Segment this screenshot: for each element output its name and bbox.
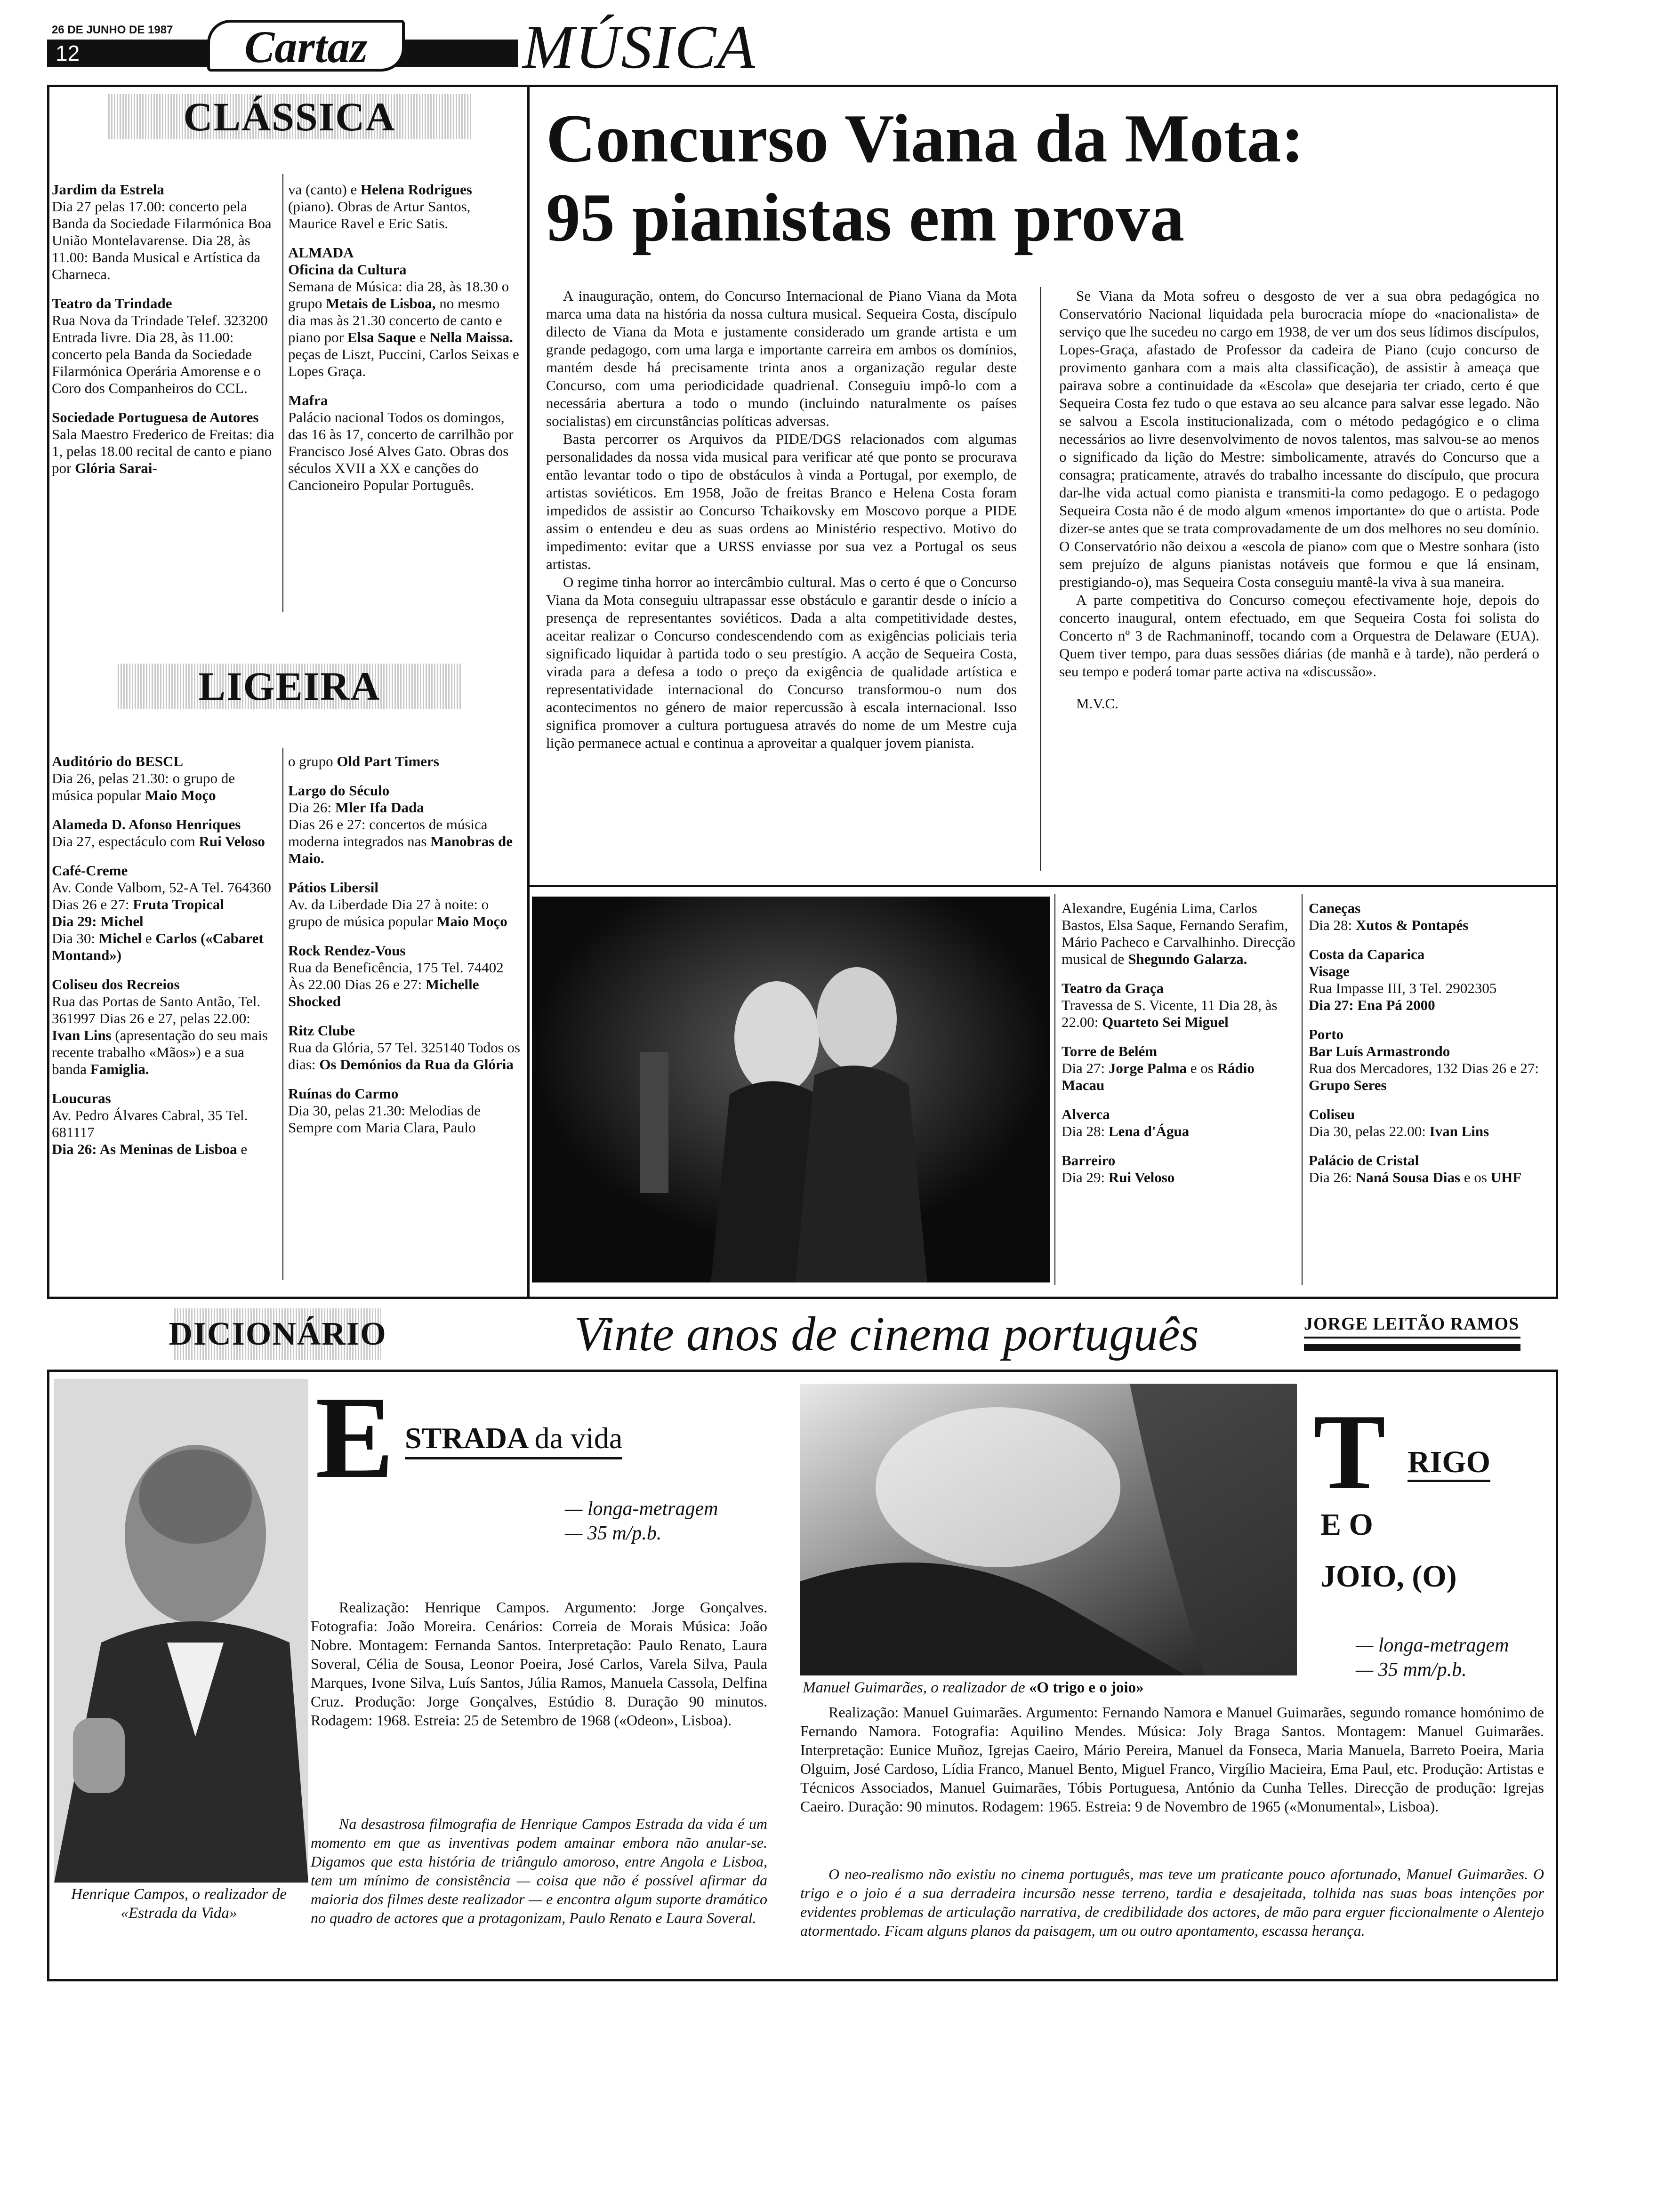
entry-1-review: Na desastrosa filmografia de Henrique Campos Estrada da vida é um momento em que as inventivas podem amainar embora não anular-se. Digamos que esta história de triângulo amoroso, entre Angola e Lisboa, tem um mínimo de consistência — coisa que não é possível afirmar da maioria dos filmes deste realizador — e encontra algum suporte dramático no quadro de actores que a protagonizam, Paulo Renato e Laura Soveral.	[311, 1815, 767, 1926]
listing-alameda: Alameda D. Afonso Henriques Dia 27, espectáculo com Rui Veloso	[52, 816, 265, 850]
trigo-joio-photo	[800, 1384, 1297, 1675]
listing-teatro-graca: Teatro da Graça Travessa de S. Vicente, 11 Dia 28, às 22.00: Quarteto Sei Miguel	[1062, 980, 1278, 1030]
listing-loucuras: Loucuras Av. Pedro Álvares Cabral, 35 Tel. 681117 Dia 26: As Meninas de Lisboa e	[52, 1090, 248, 1157]
listing-ritz-clube: Ritz Clube Rua da Glória, 57 Tel. 325140 Todos os dias: Os Demónios da Rua da Glória	[288, 1022, 521, 1073]
entry-1-credits: Realização: Henrique Campos. Argumento: Jorge Gonçalves. Fotografia: João Moreira. Cenários: Correia de Morais Música: João Nobre. Montagem: Fernanda Santos. Interpretação: Paulo Renato, Laura Soveral, Célia de Sousa, Leonor Poeira, José Carlos, Varela Silva, Paula Marques, Ivone Silva, Luís Santos, Júlia Ramos, Manuela Cassola, Delfina Cruz. Produção: Jorge Gonçalves, Estúdio 8. Duração 90 minutos. Rodagem: 1968. Estreia: 25 de Setembro de 1968 («Odeon», Lisboa).	[311, 1599, 767, 1729]
dicionario-heading: DICIONÁRIO	[174, 1308, 381, 1360]
listing-porto: Porto Bar Luís Armastrondo Rua dos Mercadores, 132 Dias 26 e 27: Grupo Seres	[1309, 1026, 1539, 1093]
author-name: JORGE LEITÃO RAMOS	[1304, 1314, 1520, 1334]
listing-patios-libersil: Pátios Libersil Av. da Liberdade Dia 27 à noite: o grupo de música popular Maio Moço	[288, 879, 507, 930]
listing-almada: ALMADA Oficina da Cultura Semana de Música: dia 28, às 18.30 o grupo Metais de Lisboa, no mesmo dia mas às 21.30 concerto de canto e piano por Elsa Saque e Nella Maissa. peças de Liszt, Puccini, Carlos Seixas e Lopes Graça.	[288, 244, 519, 379]
ligeira-col-2	[288, 753, 521, 1148]
listing-mafra: Mafra Palácio nacional Todos os domingos, das 16 às 17, concerto de carrilhão por Francisco José Alves Gato. Obras dos séculos XVII a XX e canções do Cancioneiro Popular Português.	[288, 392, 514, 493]
listing-torre-belem: Torre de Belém Dia 27: Jorge Palma e os Rádio Macau	[1062, 1043, 1255, 1093]
section-title: MÚSICA	[523, 12, 756, 81]
entry-2-meta: — longa-metragem — 35 mm/p.b.	[1356, 1635, 1509, 1681]
listing-spa-cont: va (canto) e Helena Rodrigues (piano). Obras de Artur Santos, Maurice Ravel e Eric Satis.	[288, 181, 472, 232]
entry-2-credits: Realização: Manuel Guimarães. Argumento: Fernando Namora e Manuel Guimarães, segundo romance homónimo de Fernando Namora. Fotografia: Aquilino Mendes. Música: Joly Braga Santos. Montagem: Manuel Guimarães. Interpretação: Eunice Muñoz, Igrejas Caeiro, Mário Pereira, Manuel da Fonseca, Maria Manuela, Barreto Poeira, Maria Olguim, José Cardoso, Lídia Franco, Manuel Bento, Miguel Franco, Virgílio Macieira, Ema Paul, etc. Produção: Artistas e Técnicos Associados, Manuel Guimarães, Tóbis Portuguesa, António da Cunha Telles. Direcção de produção: Igrejas Caeiro. Duração: 90 minutos. Rodagem: 1965. Estreia: 9 de Novembro de 1965 («Monumental», Lisboa).	[800, 1704, 1544, 1815]
brand-logo: Cartaz	[207, 20, 405, 72]
listing-ruinas-carmo: Ruínas do Carmo Dia 30, pelas 21.30: Melodias de Sempre com Maria Clara, Paulo	[288, 1085, 481, 1136]
ligeira-heading: LIGEIRA	[118, 664, 461, 709]
classica-col-2	[288, 181, 521, 506]
article-signature: M.V.C.	[1076, 695, 1118, 712]
listing-costa-caparica: Costa da Caparica Visage Rua Impasse III, 3 Tel. 2902305 Dia 27: Ena Pá 2000	[1309, 946, 1497, 1013]
concert-photo	[532, 897, 1050, 1282]
listing-coliseu-recreios: Coliseu dos Recreios Rua das Portas de Santo Antão, Tel. 361997 Dias 26 e 27, pelas 22.00: Ivan Lins (apresentação do seu mais recente trabalho «Mãos») e a sua banda Famiglia.	[52, 976, 268, 1077]
article-col-2: Se Viana da Mota sofreu o desgosto de ver a sua obra pedagógica no Conservatório Nacional liquidada pela burocracia míope do «nacionalista» de serviço que lhe sucedeu no cargo em 1938, de ver um dos seus lídimos discípulos, Lopes-Graça, afastado de Professor da cadeira de Piano (cujo concurso de provimento ganhara com a mais alta classificação), de assistir à ameaça que pairava sobre a continuidade da «Escola» que desejaria ter criado, certo é que Sequeira Costa fez tudo o que estava ao seu alcance para salvar esse legado. Não se salvou a Escola institucionalizada, com o método pedagógico e o clima necessários ao livre desenvolvimento de novos talentos, mas salvou-se ao menos o significado da lição do Mestre: simbolicamente, através do Concurso que a consagra; praticamente, através do trabalho incessante do discípulo, que procura dar-lhe vida actual como pianista e transmiti-la como pedagogo. E o pedagogo Sequeira Costa não é de modo algum «menos importante» do que o artista. Pode dizer-se antes que se trata comprovadamente de um dos melhores no seu domínio. O Conservatório não deixou a «escola de piano» com que o Mestre sonhara (isto sem prejuízo de alguns pianistas notáveis que formou e que lá ensinam, prestigiando-o), mas Sequeira Costa conseguiu mantê-la viva à sua maneira. A parte competitiva do Concurso começou efectivamente hoje, depois do concerto inaugural, ontem efectuado, em que Sequeira Costa foi solista do Concerto nº 3 de Rachmaninoff, tocando com a Orquestra de Delaware (EUA). Quem tiver tempo, para duas sessões diárias (de manhã e à tarde), não perderá o seu tempo e poderá tomar parte activa na «discussão». M.V.C.	[1059, 288, 1539, 712]
classica-heading: CLÁSSICA	[108, 94, 471, 139]
page-number: 12	[56, 41, 80, 65]
listing-canecas: Caneças Dia 28: Xutos & Pontapés	[1309, 900, 1469, 933]
article-col-1: A inauguração, ontem, do Concurso Internacional de Piano Viana da Mota marca uma data na história da nossa cultura musical. Sequeira Costa, discípulo dilecto de Viana da Mota e justamente considerado um grande artista e um grande pedagogo, com uma larga e importante carreira em ambos os domínios, mantém desde há precisamente trinta anos a organização regular deste Concurso, com uma periodicidade quadrienal. Conseguiu impô-lo com a necessária abertura a todo o mundo (incluindo naturalmente os países socialistas) em circunstâncias políticas adversas. Basta percorrer os Arquivos da PIDE/DGS relacionados com algumas personalidades da nossa vida musical para verificar até que ponto se procurava então levantar todo o tipo de obstáculos à vinda a Portugal, por exemplo, de artistas soviéticos. Em 1958, João de freitas Branco e Helena Costa foram impedidos de assistir ao Concurso Tchaikovsky em Moscovo porque a PIDE assim o entendeu e deu as suas ordens ao Ministério respectivo. Motivo do impedimento: evitar que a URSS enviasse por sua vez a Portugal os seus artistas. O regime tinha horror ao intercâmbio cultural. Mas o certo é que o Concurso Viana da Mota conseguiu ultrapassar esse obstáculo e garantir desde o início a presença de representantes soviéticos. Dada a alta competitividade destes, aceitar realizar o Concurso condescendendo com as exigências policiais teria significado liquidar à partida todo o seu prestígio. A acção de Sequeira Costa, virada para a defesa a todo o preço da exigência de qualidade artística e representatividade internacional do Concurso transformou-o num dos acontecimentos no género de maior repercussão à escala internacional. Isso significa promover a cultura portuguesa através do nome de um Mestre cuja lição permanece actual e continua a aproveitar a qualquer jovem pianista.	[546, 288, 1017, 751]
listing-palacio-cristal: Palácio de Cristal Dia 26: Naná Sousa Dias e os UHF	[1309, 1152, 1522, 1186]
listing-jardim-estrela: Jardim da Estrela Dia 27 pelas 17.00: concerto pela Banda da Sociedade Filarmónica Boa União Montelavarense. Dia 28, às 11.00: Banda Musical e Artística da Charneca.	[52, 181, 272, 282]
listing-teatro-trindade: Teatro da Trindade Rua Nova da Trindade Telef. 323200 Entrada livre. Dia 28, às 11.00: concerto pela Banda da Sociedade Filarmónica Operária Amorense e o Coro dos Companheiros do CCL.	[52, 295, 268, 396]
entry-1-title: STRADA da vida	[405, 1421, 622, 1459]
listing-largo-seculo: Largo do Século Dia 26: Mler Ifa Dada Dias 26 e 27: concertos de música moderna integrados nas Manobras de Maio.	[288, 782, 513, 866]
classica-col-1	[52, 181, 278, 489]
listing-alverca: Alverca Dia 28: Lena d'Água	[1062, 1106, 1190, 1139]
left-photo-caption: Henrique Campos, o realizador de «Estrada da Vida»	[71, 1886, 287, 1922]
listing-coliseu-porto: Coliseu Dia 30, pelas 22.00: Ivan Lins	[1309, 1106, 1489, 1139]
listing-galarza: Alexandre, Eugénia Lima, Carlos Bastos, Elsa Saque, Fernando Serafim, Mário Pacheco e Carvalhinho. Direcção musical de Shegundo Galarza.	[1062, 900, 1295, 967]
ligeira-col-1	[52, 753, 278, 1170]
listing-cafe-creme: Café-Creme Av. Conde Valbom, 52-A Tel. 764360 Dias 26 e 27: Fruta Tropical Dia 29: Michel Dia 30: Michel e Carlos («Cabaret Montand»)	[52, 862, 271, 963]
dropcap-e: E	[315, 1372, 394, 1503]
page-date: 26 DE JUNHO DE 1987	[52, 24, 173, 36]
entry-1-meta: — longa-metragem — 35 m/p.b.	[565, 1498, 718, 1544]
entry-2-review: O neo-realismo não existiu no cinema português, mas teve um praticante pouco afortunado, Manuel Guimarães. O trigo e o joio é a sua derradeira incursão nesse terreno, tardia e desajeitada, tolhida nas suas boas intenções por evidentes problemas de articulação narrativa, de credibilidade dos actores, de mão para erguer ficcionalmente o Alentejo atormentado. Ficam alguns planos da paisagem, um ou outro apontamento, escassa herança.	[800, 1866, 1544, 1939]
entry-2-title-c: JOIO, (O)	[1320, 1559, 1457, 1594]
listing-besc: Auditório do BESCL Dia 26, pelas 21.30: o grupo de música popular Maio Moço	[52, 753, 235, 803]
dropcap-t: T	[1313, 1392, 1386, 1512]
dicionario-title: Vinte anos de cinema português	[574, 1307, 1199, 1361]
henrique-campos-photo	[54, 1379, 308, 1883]
listing-rock-rendez-vous: Rock Rendez-Vous Rua da Beneficência, 175 Tel. 74402 Às 22.00 Dias 26 e 27: Michelle Shocked	[288, 942, 504, 1010]
article-headline: Concurso Viana da Mota: 95 pianistas em prova	[546, 100, 1304, 256]
mid-col-1	[1062, 900, 1297, 1198]
listing-old-part-timers: o grupo Old Part Timers	[288, 753, 439, 769]
entry-2-title-a: RIGO	[1408, 1445, 1490, 1482]
listing-barreiro: Barreiro Dia 29: Rui Veloso	[1062, 1152, 1175, 1186]
listing-spa: Sociedade Portuguesa de Autores Sala Maestro Frederico de Freitas: dia 1, pelas 18.00 recital de canto e piano por Glória Sarai-	[52, 409, 274, 476]
trigo-photo-caption: Manuel Guimarães, o realizador de «O trigo e o joio»	[803, 1679, 1144, 1696]
mid-col-2	[1309, 900, 1551, 1198]
entry-2-title-b: E O	[1320, 1507, 1373, 1542]
